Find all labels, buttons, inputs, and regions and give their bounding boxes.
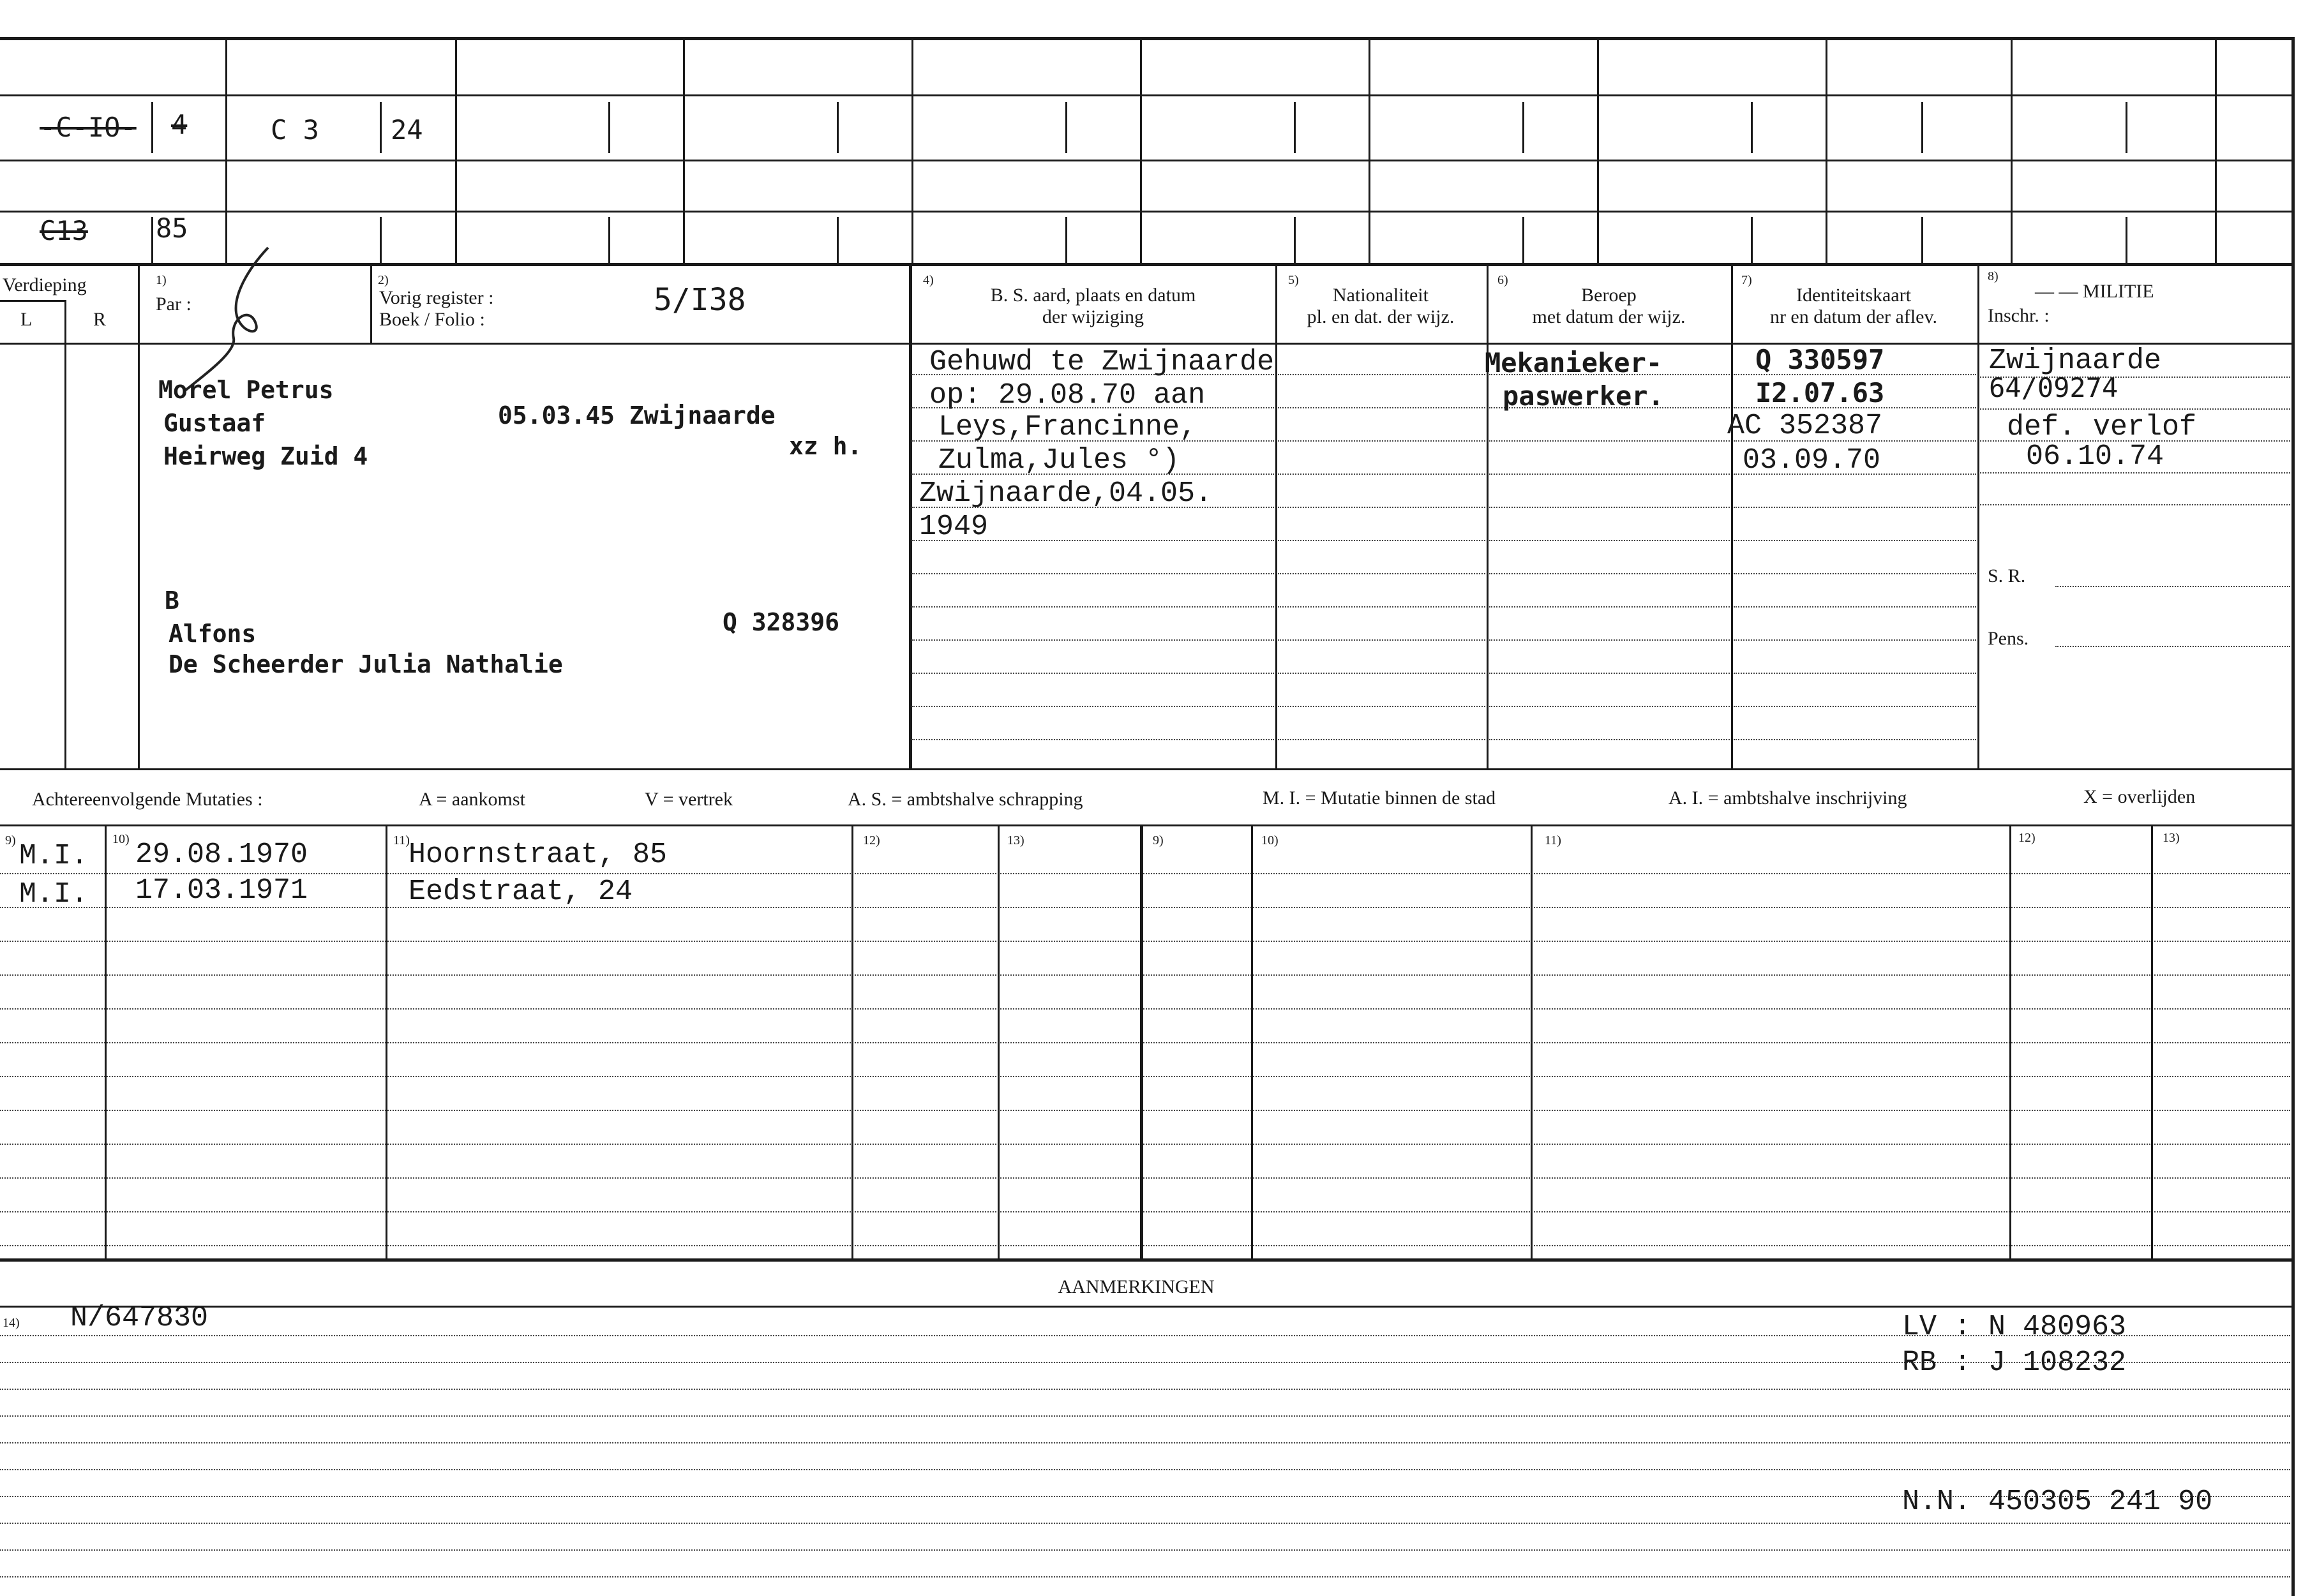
partner-id: Q 328396 — [723, 608, 840, 636]
mut-num-12b: 12) — [2018, 831, 2036, 845]
mutation-date: 29.08.1970 — [135, 839, 308, 871]
person-name-2: Gustaaf — [163, 409, 266, 437]
mut-col — [998, 824, 1000, 1258]
id-line-4: 03.09.70 — [1743, 444, 1881, 477]
mut-num-10: 10) — [112, 832, 130, 846]
legend-as: A. S. = ambtshalve schrapping — [848, 789, 1083, 810]
col-par — [138, 263, 140, 768]
sub-col — [2126, 217, 2127, 263]
num-5: 5) — [1288, 273, 1299, 287]
militie-label: — — MILITIE — [2035, 281, 2154, 302]
code-4: 4 — [171, 109, 188, 140]
rule-line — [1734, 540, 1976, 541]
bs-label-1: B. S. aard, plaats en datum — [990, 285, 1196, 306]
top-grid-col — [911, 37, 913, 263]
mut-num-11: 11) — [393, 833, 410, 847]
legend-title: Achtereenvolgende Mutaties : — [32, 789, 263, 810]
col-vorig — [370, 263, 372, 343]
rule-line — [1489, 573, 1730, 574]
remarks-header-line — [0, 1306, 2295, 1308]
rule-line — [0, 1042, 2290, 1043]
num-2: 2) — [378, 273, 389, 287]
rule-line — [2055, 646, 2290, 647]
mutation-address: Hoornstraat, 85 — [409, 839, 668, 871]
rule-line — [0, 1469, 2290, 1470]
top-grid-line — [0, 94, 2291, 96]
legend-v: V = vertrek — [645, 789, 733, 810]
top-grid-col — [225, 37, 227, 263]
rule-line — [0, 1523, 2290, 1524]
rule-line — [1489, 540, 1730, 541]
rule-line — [1980, 408, 2290, 410]
top-grid-col — [1140, 37, 1142, 263]
par-label: Par : — [156, 294, 191, 315]
rule-line — [1278, 706, 1485, 707]
rule-line — [1489, 606, 1730, 608]
body-top-line — [0, 343, 2295, 345]
rule-line — [1489, 706, 1730, 707]
sub-col — [1751, 217, 1753, 263]
rule-line — [0, 1211, 2290, 1212]
pens-label: Pens. — [1988, 628, 2029, 649]
civil-line-6: 1949 — [919, 511, 989, 543]
rule-line — [911, 606, 1274, 608]
remarks-n-number: N/647830 — [70, 1302, 209, 1334]
sub-col — [837, 102, 839, 153]
rule-line — [0, 1549, 2290, 1551]
rule-line — [0, 974, 2290, 976]
num-8: 8) — [1988, 269, 1999, 283]
col-id — [1731, 263, 1733, 768]
top-grid-line — [0, 160, 2291, 161]
signature-scrawl — [172, 242, 300, 396]
top-grid-col — [683, 37, 685, 263]
militie-line-1: Zwijnaarde — [1989, 345, 2162, 377]
id-line-2: I2.07.63 — [1755, 377, 1885, 408]
beroep-label-2: met datum der wijz. — [1532, 306, 1686, 327]
person-xh: xz h. — [789, 432, 862, 460]
rule-line — [0, 1110, 2290, 1111]
rule-line — [1278, 606, 1485, 608]
mut-num-12: 12) — [863, 833, 880, 847]
rule-line — [1278, 540, 1485, 541]
militie-line-4: 06.10.74 — [2026, 440, 2164, 473]
rule-line — [0, 1389, 2290, 1390]
rule-line — [0, 1076, 2290, 1077]
civil-line-5: Zwijnaarde,04.05. — [919, 477, 1213, 510]
code-24: 24 — [391, 114, 423, 145]
mut-num-13b: 13) — [2163, 831, 2180, 845]
col-beroep — [1487, 263, 1489, 768]
beroep-line-1: Mekanieker- — [1485, 347, 1663, 378]
legend-ai: A. I. = ambtshalve inschrijving — [1669, 787, 1907, 809]
rule-line — [1278, 739, 1485, 740]
top-grid-line — [0, 211, 2291, 213]
rule-line — [1489, 673, 1730, 674]
sub-col — [380, 102, 382, 153]
person-b: B — [165, 586, 179, 615]
rule-line — [1734, 573, 1976, 574]
rule-line — [0, 1415, 2290, 1417]
id-line-1: Q 330597 — [1755, 344, 1885, 375]
code-c13: C13 — [40, 215, 88, 246]
r-label: R — [93, 309, 107, 330]
sub-col — [151, 217, 153, 263]
civil-line-1: Gehuwd te Zwijnaarde — [929, 346, 1275, 378]
sub-col — [608, 217, 610, 263]
mut-top-line — [0, 824, 2295, 826]
code-cio: -C-IO- — [40, 112, 137, 143]
mut-col — [1251, 824, 1253, 1258]
rule-line — [1734, 639, 1976, 641]
remarks-title: AANMERKINGEN — [1058, 1276, 1215, 1297]
rule-line — [0, 1576, 2290, 1577]
legend-mi: M. I. = Mutatie binnen de stad — [1263, 787, 1496, 809]
top-grid-col — [2215, 37, 2217, 263]
legend-top-line — [0, 768, 2295, 770]
rule-line — [0, 941, 2290, 942]
mut-num-9: 9) — [5, 833, 16, 847]
rule-line — [1278, 407, 1485, 408]
header-top-line — [0, 263, 2295, 266]
sub-col — [1522, 217, 1524, 263]
mut-col — [105, 824, 107, 1258]
partner-first: Alfons — [169, 620, 257, 648]
mut-col — [386, 824, 387, 1258]
rule-line — [911, 706, 1274, 707]
rule-line — [911, 639, 1274, 641]
sr-label: S. R. — [1988, 565, 2026, 586]
sub-col — [837, 217, 839, 263]
rule-line — [1734, 739, 1976, 740]
person-address: Heirweg Zuid 4 — [163, 442, 368, 470]
sub-col — [151, 102, 153, 153]
sub-col — [2126, 102, 2127, 153]
rule-line — [0, 1008, 2290, 1010]
militie-line-3: def. verlof — [2007, 411, 2197, 444]
mutation-type: M.I. — [19, 840, 89, 872]
rule-line — [1489, 440, 1730, 442]
rule-line — [1489, 507, 1730, 508]
civil-line-3: Leys,Francinne, — [938, 411, 1197, 444]
col-bs — [909, 263, 912, 768]
sub-col — [1065, 217, 1067, 263]
rule-line — [0, 873, 2290, 874]
rule-line — [911, 573, 1274, 574]
rule-line — [1489, 639, 1730, 641]
sub-col — [1065, 102, 1067, 153]
mut-col — [2009, 824, 2011, 1258]
remarks-lv: LV : N 480963 — [1902, 1311, 2127, 1343]
person-birth: 05.03.45 Zwijnaarde — [498, 401, 776, 429]
militie-line-2: 64/09274 — [1989, 372, 2119, 403]
mut-num-11b: 11) — [1545, 833, 1561, 847]
sub-col — [1921, 217, 1923, 263]
sub-col — [380, 217, 382, 263]
col-lr — [64, 300, 66, 768]
right-border — [2291, 37, 2295, 1596]
legend-a: A = aankomst — [419, 789, 525, 810]
person-name-1: Morel Petrus — [158, 376, 334, 404]
num-4: 4) — [923, 273, 934, 287]
partner-mother: De Scheerder Julia Nathalie — [169, 650, 563, 678]
mut-col — [2151, 824, 2153, 1258]
rule-line — [1278, 507, 1485, 508]
sub-col — [1294, 102, 1296, 153]
verdieping-divider — [0, 300, 64, 302]
register-value: 5/I38 — [654, 282, 746, 318]
vorig-register-label: Vorig register : — [379, 287, 494, 308]
sub-col — [1921, 102, 1923, 153]
boek-folio-label: Boek / Folio : — [379, 309, 485, 330]
rule-line — [1278, 374, 1485, 375]
rule-line — [1734, 606, 1976, 608]
rule-line — [1734, 706, 1976, 707]
top-grid-col — [1369, 37, 1370, 263]
rule-line — [1278, 440, 1485, 442]
mut-col — [851, 824, 853, 1258]
top-grid-col — [1597, 37, 1599, 263]
rule-line — [1489, 739, 1730, 740]
code-85: 85 — [156, 213, 188, 244]
verdieping-label: Verdieping — [3, 274, 87, 295]
sub-col — [1522, 102, 1524, 153]
sub-col — [608, 102, 610, 153]
rule-line — [911, 739, 1274, 740]
rule-line — [1980, 504, 2290, 505]
id-line-3: AC 352387 — [1727, 410, 1883, 442]
civil-line-2: op: 29.08.70 aan — [929, 379, 1206, 412]
mut-num-13: 13) — [1007, 833, 1024, 847]
bs-label-2: der wijziging — [1042, 306, 1144, 327]
l-label: L — [20, 309, 33, 330]
mut-col — [1140, 824, 1143, 1258]
nat-label-2: pl. en dat. der wijz. — [1307, 306, 1455, 327]
col-militie — [1977, 263, 1979, 768]
mut-num-10b: 10) — [1261, 833, 1279, 847]
rule-line — [1278, 639, 1485, 641]
col-nat — [1275, 263, 1277, 768]
id-label-2: nr en datum der aflev. — [1769, 306, 1938, 327]
rule-line — [0, 1245, 2290, 1246]
remarks-top-line — [0, 1258, 2295, 1262]
mutation-type: M.I. — [19, 878, 89, 911]
remarks-num: 14) — [3, 1316, 20, 1330]
top-border — [0, 37, 2295, 40]
sub-col — [1294, 217, 1296, 263]
rule-line — [0, 1177, 2290, 1179]
num-1: 1) — [156, 273, 167, 287]
top-grid-col — [455, 37, 457, 263]
rule-line — [911, 673, 1274, 674]
top-grid-col — [1826, 37, 1827, 263]
rule-line — [0, 907, 2290, 908]
rule-line — [0, 1144, 2290, 1145]
mut-num-9b: 9) — [1153, 833, 1164, 847]
rule-line — [1278, 673, 1485, 674]
nat-label-1: Nationaliteit — [1333, 285, 1429, 306]
rule-line — [1489, 474, 1730, 475]
beroep-line-2: paswerker. — [1503, 380, 1664, 412]
civil-line-4: Zulma,Jules °) — [938, 444, 1180, 477]
num-6: 6) — [1497, 273, 1508, 287]
num-7: 7) — [1741, 273, 1752, 287]
mut-col — [1531, 824, 1533, 1258]
legend-x: X = overlijden — [2083, 786, 2196, 807]
mutation-date: 17.03.1971 — [135, 874, 308, 907]
id-label-1: Identiteitskaart — [1796, 285, 1911, 306]
rule-line — [0, 1442, 2290, 1443]
rule-line — [1734, 673, 1976, 674]
remarks-nn: N.N. 450305 241 90 — [1902, 1486, 2213, 1518]
top-grid-col — [2011, 37, 2013, 263]
rule-line — [1278, 474, 1485, 475]
rule-line — [1734, 507, 1976, 508]
rule-line — [2055, 586, 2290, 587]
inschr-label: Inschr. : — [1988, 305, 2050, 326]
remarks-rb: RB : J 108232 — [1902, 1346, 2127, 1379]
code-c3: C 3 — [271, 114, 319, 145]
mutation-address: Eedstraat, 24 — [409, 876, 633, 908]
beroep-label-1: Beroep — [1581, 285, 1637, 306]
rule-line — [1278, 573, 1485, 574]
sub-col — [1751, 102, 1753, 153]
